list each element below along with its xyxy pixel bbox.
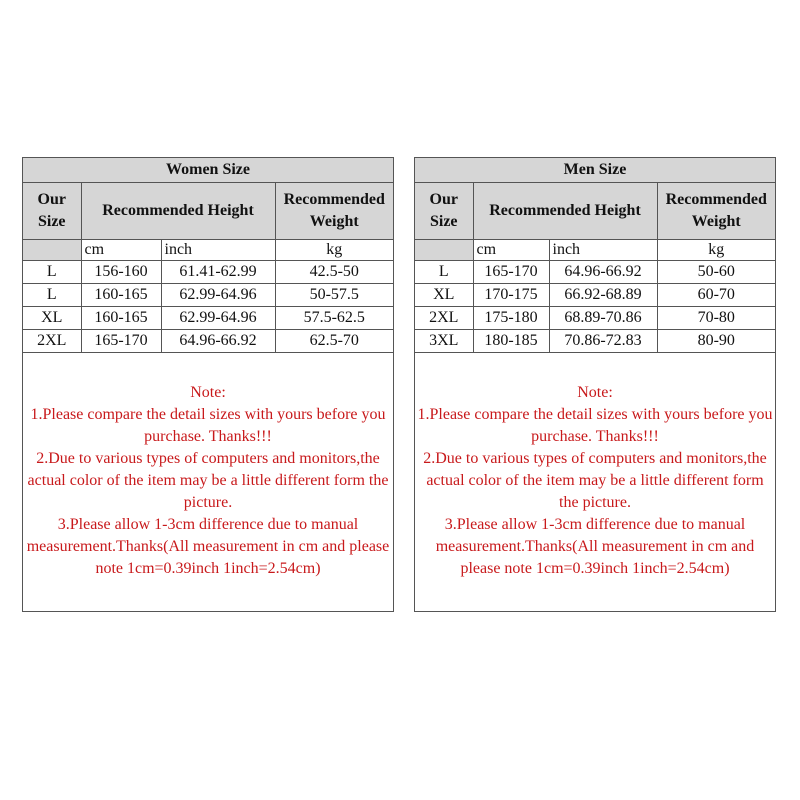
weight-kg-cell: 57.5-62.5 xyxy=(275,307,393,330)
height-inch-cell: 66.92-68.89 xyxy=(549,284,657,307)
height-inch-cell: 62.99-64.96 xyxy=(161,307,275,330)
height-cm-cell: 160-165 xyxy=(81,284,161,307)
weight-kg-cell: 62.5-70 xyxy=(275,330,393,353)
recommended-weight-header: Recommended Weight xyxy=(657,183,775,240)
weight-kg-cell: 50-57.5 xyxy=(275,284,393,307)
men-note xyxy=(415,353,775,580)
unit-kg: kg xyxy=(275,240,393,261)
note-line-2: 2.Due to various types of computers and monitors,the actual color of the item may be a little different form the picture. xyxy=(423,450,767,511)
our-size-header-spacer xyxy=(415,240,473,261)
height-inch-cell: 64.96-66.92 xyxy=(549,261,657,284)
our-size-header-spacer xyxy=(23,240,81,261)
our-size-header: Our Size xyxy=(415,183,473,240)
size-cell: 2XL xyxy=(415,307,473,330)
unit-inch: inch xyxy=(549,240,657,261)
height-inch-cell: 61.41-62.99 xyxy=(161,261,275,284)
women-table-title: Women Size xyxy=(23,158,393,183)
table-row xyxy=(23,307,393,330)
weight-kg-cell: 42.5-50 xyxy=(275,261,393,284)
women-note xyxy=(23,353,393,580)
unit-cm: cm xyxy=(81,240,161,261)
note-line-1: 1.Please compare the detail sizes with yours before you purchase. Thanks!!! xyxy=(417,406,773,445)
height-cm-cell: 165-170 xyxy=(473,261,549,284)
height-inch-cell: 64.96-66.92 xyxy=(161,330,275,353)
recommended-height-header: Recommended Height xyxy=(473,183,657,240)
weight-kg-cell: 50-60 xyxy=(657,261,775,284)
size-cell: L xyxy=(23,261,81,284)
note-title: Note: xyxy=(190,384,226,401)
height-cm-cell: 170-175 xyxy=(473,284,549,307)
table-row xyxy=(415,284,775,307)
height-cm-cell: 180-185 xyxy=(473,330,549,353)
unit-inch: inch xyxy=(161,240,275,261)
size-cell: 3XL xyxy=(415,330,473,353)
size-cell: XL xyxy=(23,307,81,330)
recommended-height-header: Recommended Height xyxy=(81,183,275,240)
height-cm-cell: 160-165 xyxy=(81,307,161,330)
table-row xyxy=(23,330,393,353)
note-line-3: 3.Please allow 1-3cm difference due to manual measurement.Thanks(All measurement in cm and please note 1cm=0.39inch 1inch=2.54cm) xyxy=(435,516,755,577)
height-inch-cell: 68.89-70.86 xyxy=(549,307,657,330)
table-row xyxy=(415,261,775,284)
note-line-1: 1.Please compare the detail sizes with yours before you purchase. Thanks!!! xyxy=(30,406,386,445)
table-row xyxy=(23,261,393,284)
weight-kg-cell: 70-80 xyxy=(657,307,775,330)
unit-cm: cm xyxy=(473,240,549,261)
note-title: Note: xyxy=(577,384,613,401)
unit-kg: kg xyxy=(657,240,775,261)
table-row xyxy=(23,284,393,307)
women-size-rows xyxy=(23,261,393,353)
recommended-weight-header: Recommended Weight xyxy=(275,183,393,240)
note-line-3: 3.Please allow 1-3cm difference due to manual measurement.Thanks(All measurement in cm and please note 1cm=0.39inch 1inch=2.54cm) xyxy=(26,516,390,577)
weight-kg-cell: 80-90 xyxy=(657,330,775,353)
height-inch-cell: 70.86-72.83 xyxy=(549,330,657,353)
note-line-2: 2.Due to various types of computers and monitors,the actual color of the item may be a little different form the picture. xyxy=(27,450,389,511)
men-size-panel xyxy=(414,157,776,612)
weight-kg-cell: 60-70 xyxy=(657,284,775,307)
size-cell: L xyxy=(415,261,473,284)
men-size-rows xyxy=(415,261,775,353)
men-table-title: Men Size xyxy=(415,158,775,183)
women-size-panel xyxy=(22,157,394,612)
size-cell: L xyxy=(23,284,81,307)
men-size-table xyxy=(415,158,775,353)
height-cm-cell: 165-170 xyxy=(81,330,161,353)
height-inch-cell: 62.99-64.96 xyxy=(161,284,275,307)
size-cell: XL xyxy=(415,284,473,307)
women-size-table xyxy=(23,158,393,353)
table-row xyxy=(415,307,775,330)
table-row xyxy=(415,330,775,353)
height-cm-cell: 156-160 xyxy=(81,261,161,284)
size-cell: 2XL xyxy=(23,330,81,353)
our-size-header: Our Size xyxy=(23,183,81,240)
height-cm-cell: 175-180 xyxy=(473,307,549,330)
